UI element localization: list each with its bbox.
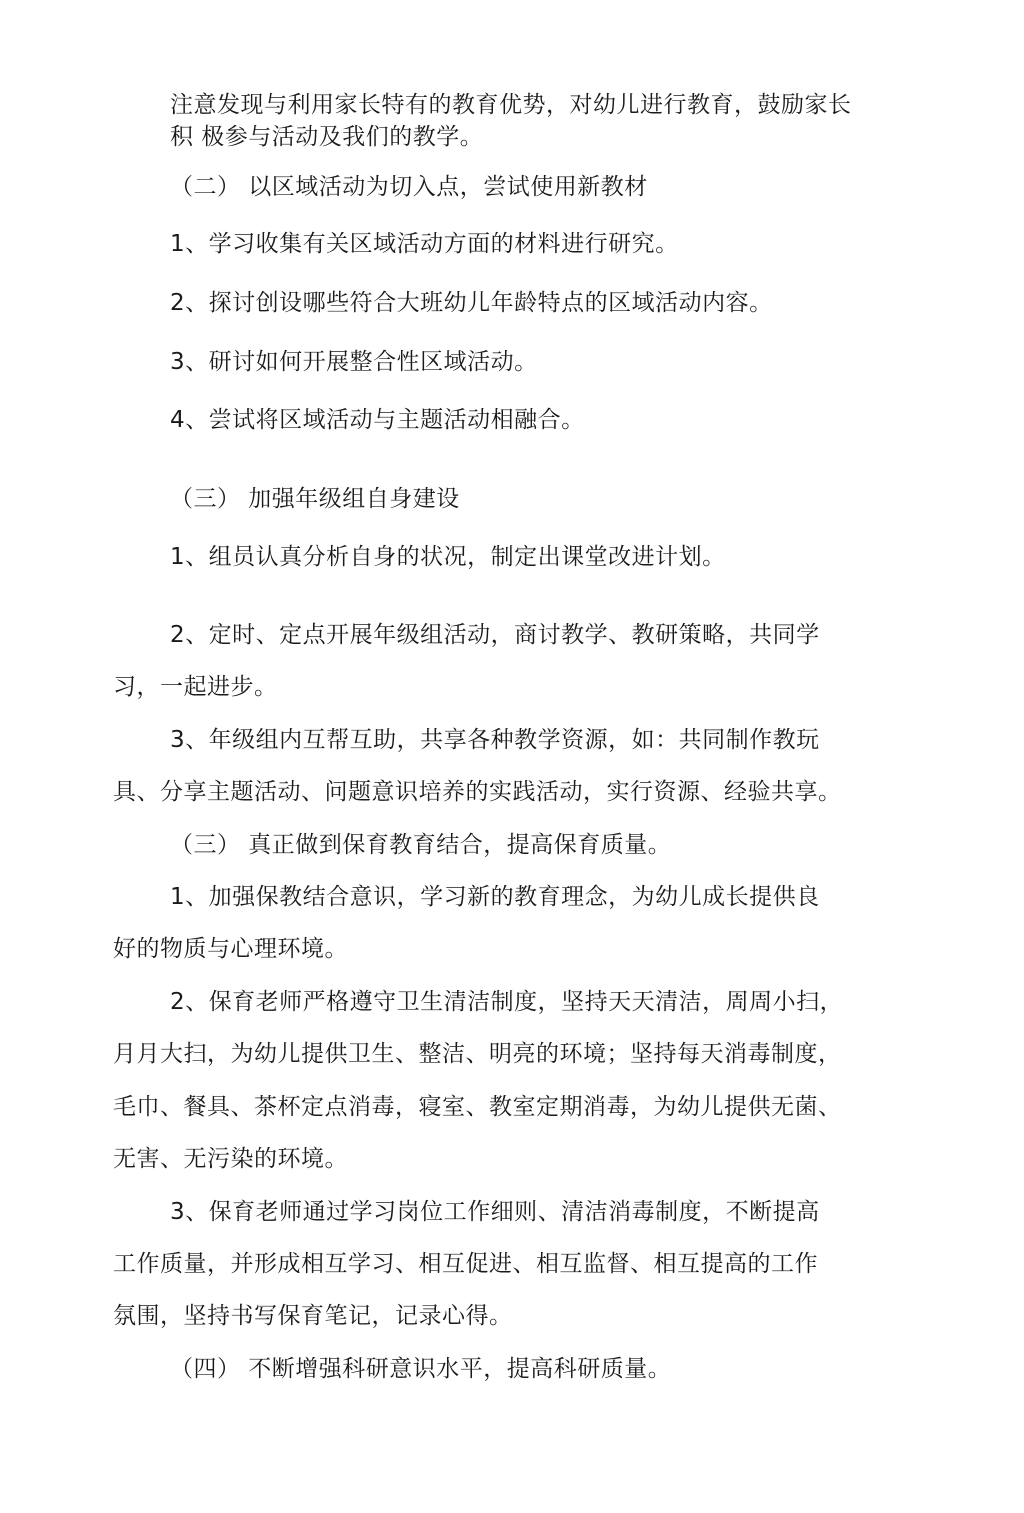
list-item: 1、学习收集有关区域活动方面的材料进行研究。 — [170, 231, 679, 257]
list-item-continuation: 具、分享主题活动、问题意识培养的实践活动，实行资源、经验共享。 — [113, 779, 842, 805]
list-item: 3、保育老师通过学习岗位工作细则、清洁消毒制度，不断提高 — [170, 1199, 820, 1225]
list-item-continuation: 工作质量，并形成相互学习、相互促进、相互监督、相互提高的工作 — [113, 1251, 818, 1277]
list-item-continuation: 习，一起进步。 — [113, 674, 278, 700]
list-item-continuation: 月月大扫，为幼儿提供卫生、整洁、明亮的环境；坚持每天消毒制度， — [113, 1041, 842, 1067]
list-item: 1、加强保教结合意识，学习新的教育理念，为幼儿成长提供良 — [170, 884, 820, 910]
section-heading: （二） 以区域活动为切入点，尝试使用新教材 — [170, 174, 648, 200]
list-item-continuation: 好的物质与心理环境。 — [113, 936, 348, 962]
list-item: 2、定时、定点开展年级组活动，商讨教学、教研策略，共同学 — [170, 622, 820, 648]
section-heading: （四） 不断增强科研意识水平，提高科研质量。 — [170, 1356, 672, 1382]
list-item: 3、年级组内互帮互助，共享各种教学资源，如：共同制作教玩 — [170, 727, 820, 753]
paragraph-line: 积 极参与活动及我们的教学。 — [170, 124, 484, 150]
section-heading: （三） 真正做到保育教育结合，提高保育质量。 — [170, 832, 672, 858]
paragraph-line: 注意发现与利用家长特有的教育优势，对幼儿进行教育，鼓励家长 — [170, 92, 852, 118]
list-item-continuation: 毛巾、餐具、茶杯定点消毒，寝室、教室定期消毒，为幼儿提供无菌、 — [113, 1094, 842, 1120]
list-item: 3、研讨如何开展整合性区域活动。 — [170, 349, 538, 375]
list-item-continuation: 无害、无污染的环境。 — [113, 1146, 348, 1172]
list-item: 4、尝试将区域活动与主题活动相融合。 — [170, 407, 585, 433]
list-item: 1、组员认真分析自身的状况，制定出课堂改进计划。 — [170, 544, 726, 570]
list-item: 2、保育老师严格遵守卫生清洁制度，坚持天天清洁，周周小扫， — [170, 989, 844, 1015]
section-heading: （三） 加强年级组自身建设 — [170, 486, 460, 512]
list-item: 2、探讨创设哪些符合大班幼儿年龄特点的区域活动内容。 — [170, 290, 773, 316]
list-item-continuation: 氛围，坚持书写保育笔记，记录心得。 — [113, 1303, 513, 1329]
